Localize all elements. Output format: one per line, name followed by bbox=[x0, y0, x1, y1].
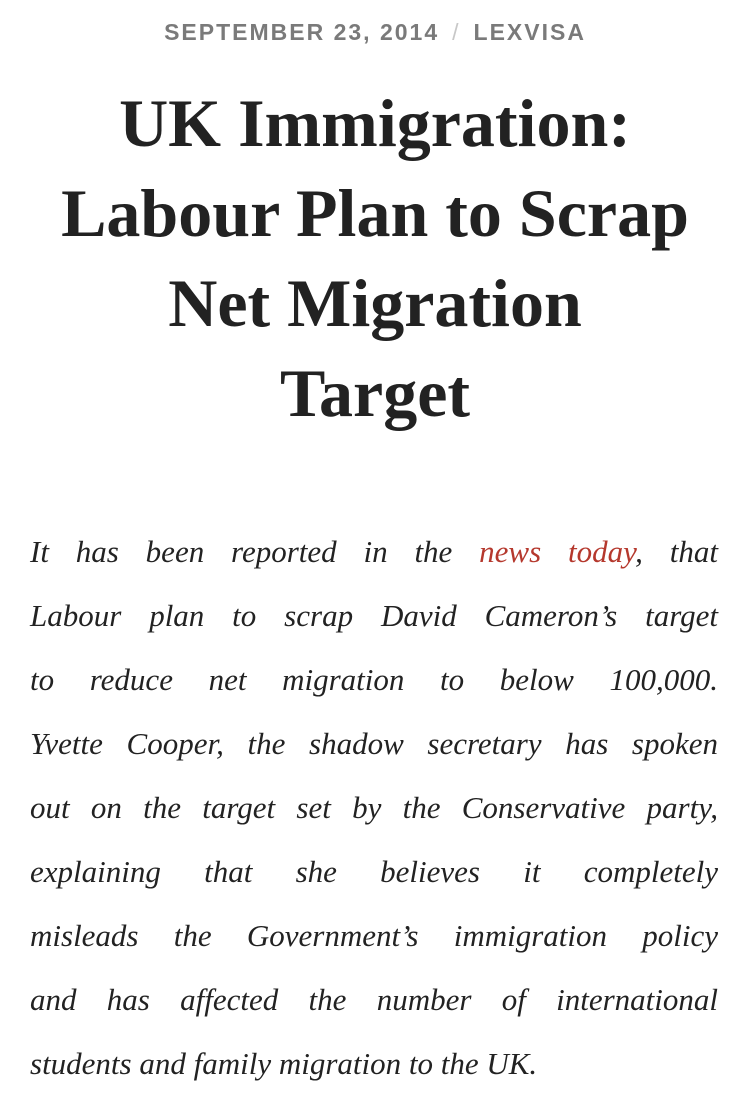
post-title-line: Target bbox=[279, 355, 471, 431]
body-line: students and family migration to the UK. bbox=[30, 1046, 538, 1081]
post-date[interactable]: SEPTEMBER 23, 2014 bbox=[164, 19, 440, 45]
post-author-link[interactable]: LEXVISA bbox=[473, 19, 586, 45]
body-line bbox=[30, 520, 718, 584]
body-line: and has affected the number of international bbox=[30, 982, 718, 1017]
body-text-segment: It has been reported in the bbox=[30, 534, 480, 569]
body-line: Yvette Cooper, the shadow secretary has spoken bbox=[30, 726, 718, 761]
post-meta bbox=[0, 17, 750, 47]
news-today-link[interactable]: news today bbox=[479, 534, 636, 569]
post-title-line: UK Immigration: bbox=[119, 85, 631, 161]
body-text-segment: , that bbox=[635, 534, 718, 569]
meta-separator: / bbox=[452, 19, 461, 45]
post-title-line: Labour Plan to Scrap bbox=[61, 175, 689, 251]
post-title-line: Net Migration bbox=[168, 265, 582, 341]
body-line: misleads the Government’s immigration policy bbox=[30, 918, 718, 953]
post-body bbox=[30, 520, 718, 1096]
body-line: to reduce net migration to below 100,000. bbox=[30, 662, 718, 697]
body-line: explaining that she believes it completely bbox=[30, 854, 718, 889]
body-line: out on the target set by the Conservative party, bbox=[30, 790, 718, 825]
post-title bbox=[0, 78, 750, 438]
body-line: Labour plan to scrap David Cameron’s target bbox=[30, 598, 718, 633]
